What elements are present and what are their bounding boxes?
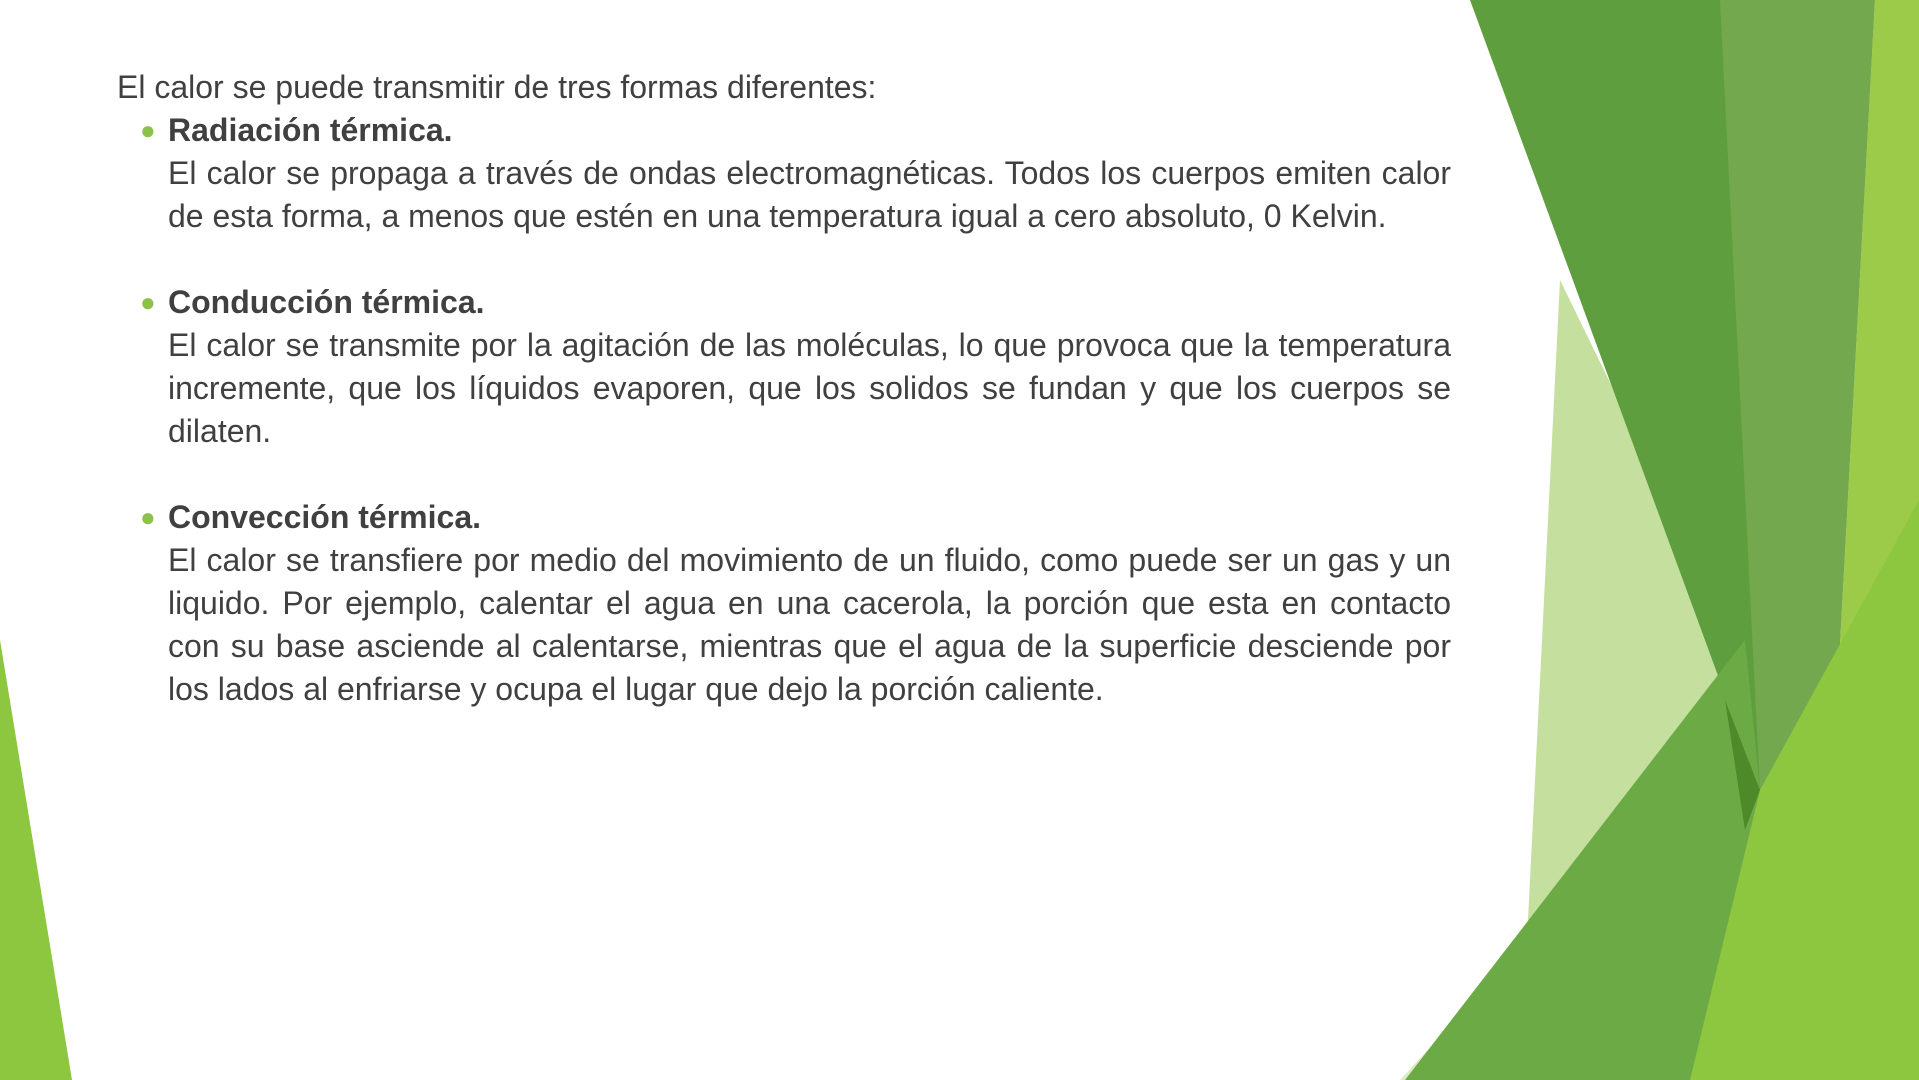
- bullet-dot-icon: ●: [140, 115, 156, 145]
- bullet-title: Conducción térmica.: [168, 284, 485, 320]
- bullet-dot-icon: ●: [140, 287, 156, 317]
- bullet-dot-icon: ●: [140, 502, 156, 532]
- bullet-list: [117, 109, 1451, 711]
- facet-left-sliver: [0, 640, 72, 1080]
- list-item: [117, 496, 1451, 711]
- bullet-text: El calor se propaga a través de ondas electromagnéticas. Todos los cuerpos emiten calor de esta forma, a menos que estén en una temperatura igual a cero absoluto, 0 Kelvin.: [168, 155, 1451, 234]
- list-item: [117, 109, 1451, 238]
- slide-content: [117, 66, 1451, 754]
- list-item: [117, 281, 1451, 453]
- bullet-title: Convección térmica.: [168, 499, 481, 535]
- bullet-text: El calor se transfiere por medio del movimiento de un fluido, como puede ser un gas y un liquido. Por ejemplo, calentar el agua en una cacerola, la porción que esta en contacto con su base asciende al calentarse, mientras que el agua de la superficie desciende por los lados al enfriarse y ocupa el lugar que dejo la porción caliente.: [168, 542, 1451, 707]
- bullet-text: El calor se transmite por la agitación de las moléculas, lo que provoca que la temperatura incremente, que los líquidos evaporen, que los solidos se fundan y que los cuerpos se dilaten.: [168, 327, 1451, 449]
- intro-text: El calor se puede transmitir de tres formas diferentes:: [117, 69, 877, 105]
- bullet-title: Radiación térmica.: [168, 112, 453, 148]
